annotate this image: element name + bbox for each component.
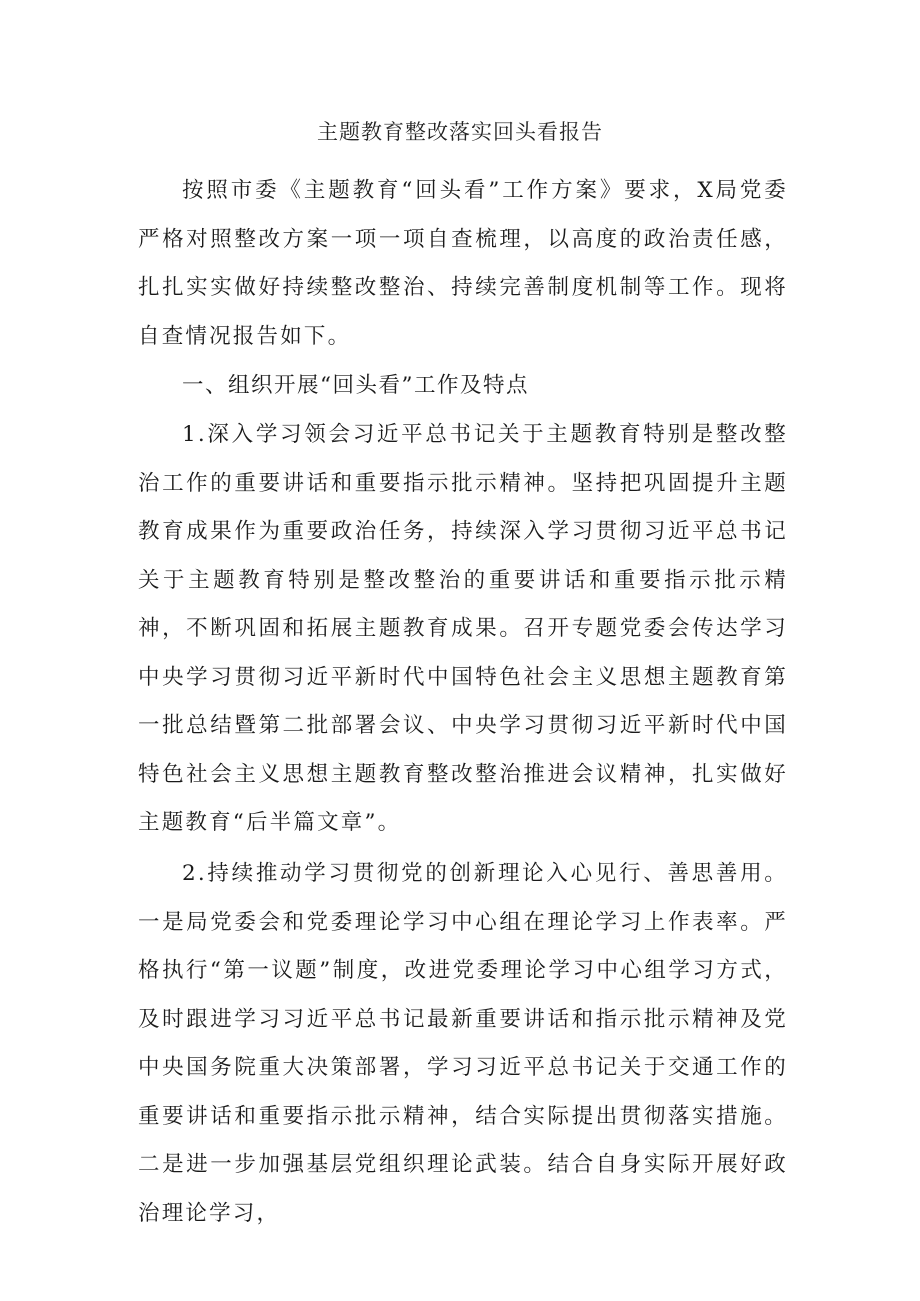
- document-title: 主题教育整改落实回头看报告: [317, 120, 603, 144]
- section-heading-1: 一、组织开展“回头看”工作及特点: [182, 373, 529, 398]
- item-paragraph-1: 1.深入学习领会习近平总书记关于主题教育特别是整改整治工作的重要讲话和重要指示批示精神。坚持把巩固提升主题教育成果作为重要政治任务，持续深入学习贯彻习近平总书记关于主题教育特别是整改整治的重要讲话和重要指示批示精神，不断巩固和拓展主题教育成果。召开专题党委会传达学习中央学习贯彻习近平新时代中国特色社会主义思想主题教育第一批总结暨第二批部署会议、中央学习贯彻习近平新时代中国特色社会主义思想主题教育整改整治推进会议精神，扎实做好主题教育“后半篇文章”。: [138, 422, 788, 835]
- item-paragraph-2: 2.持续推动学习贯彻党的创新理论入心见行、善思善用。一是局党委会和党委理论学习中心组在理论学习上作表率。严格执行“第一议题”制度，改进党委理论学习中心组学习方式，及时跟进学习习近平总书记最新重要讲话和指示批示精神及党中央国务院重大决策部署，学习习近平总书记关于交通工作的重要讲话和重要指示批示精神，结合实际提出贯彻落实措施。二是进一步加强基层党组织理论武装。结合自身实际开展好政治理论学习，: [138, 861, 788, 1226]
- intro-paragraph: 按照市委《主题教育“回头看”工作方案》要求，X局党委严格对照整改方案一项一项自查梳理，以高度的政治责任感，扎扎实实做好持续整改整治、持续完善制度机制等工作。现将自查情况报告如下。: [138, 178, 788, 349]
